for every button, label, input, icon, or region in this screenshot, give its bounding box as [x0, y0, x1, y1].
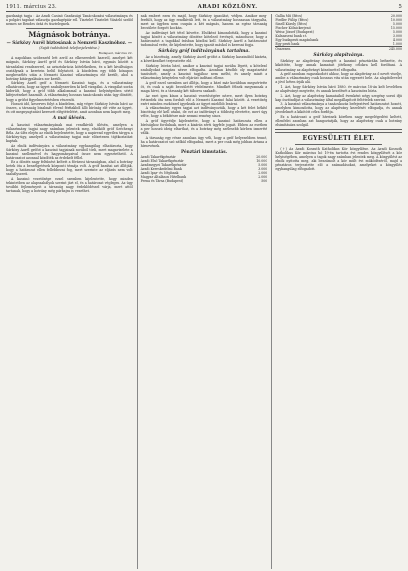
column-3 — [271, 14, 402, 569]
dateline: Budapest, március 22. — [98, 51, 133, 56]
ledger-label: Aradi Ipar- és Népbank — [140, 170, 179, 175]
ledger-amount: 3.000 — [392, 34, 403, 38]
article-paragraph: A gróf ezzel szemben azt állítja, hogy a báró már korábban megsértette őt, és csak a saját becsületét védelmezte. Mindkét félnek megvannak a maga hívei, és a társaság két táborra szakadt. — [140, 80, 268, 93]
ledger-label: Egy pesti bank — [275, 42, 300, 46]
subheadline: — Sárközy Aurél biztosának a Nemzeti Kaszinóhoz. — — [6, 40, 133, 46]
article-paragraph: A társaság egy része azonban úgy véli, hogy a gróf helyesebben tenné, ha a határozatot szó nélkül elfogadná, mert a per csak még jobban ártana a hírnevének. — [140, 135, 268, 148]
section-heading: Sárközy gróf indítványának tartalma. — [158, 48, 250, 54]
section-heading: Sárközy alapítványa. — [313, 53, 364, 58]
ledger-label: Aradi Első Takarékpénztár — [140, 158, 184, 163]
ledger-total-amount: 245.000 — [372, 47, 402, 52]
article-paragraph: nak embert ezen és majd, hogy Sárközy igazolást, védjen. Amikor meg-ferdült, hogy az ügy rendkívüli lett, és a választmány hosszasan tárgyalta, mert az ügyben nem csupán a két mágnás, hanem az egész társaság becsülete forgott kockán. — [140, 14, 268, 31]
ledger-label: Magyar Általános Hitelbank — [140, 174, 187, 179]
article-paragraph: 3. A kaszinó választmánya a tanácskozás befejeztével határozatot hozott, amelyben kimondotta, hogy az alapítvány kezelését elfogadja, és annak jövedelmét a kikötött célra fordítja. — [275, 102, 403, 115]
ledger-amount: 20.000 — [390, 14, 403, 18]
column-2 — [137, 14, 268, 569]
ledger-row — [141, 179, 268, 183]
ledger-amount: 2.000 — [258, 174, 268, 179]
ledger-total-row — [275, 47, 402, 52]
ledger-label: Kalnasseni bank r.t. — [275, 34, 308, 38]
ledger-label: Sinell Károly (Bécs) — [275, 22, 308, 26]
article-paragraph: Az elnök indítványára a választmány egyhangúlag elhatározta, hogy Sárközy Aurél grófot a kaszinó tagjainak sorából törli, mert magaviselete a kaszinó szellemével és hagyományaival össze nem egyeztethető. A határozatot azonnal közölték az érdekelt féllel. — [6, 143, 133, 160]
ledger-label: Gallia Mű (Bécs) — [275, 14, 303, 18]
article-paragraph: 2. Azt, hogy az alapítvány kamataiból évenként négy szegény sorsú ifjú kap ösztöndíjat a választmány által megállapított feltételek szerint. — [275, 93, 403, 102]
headline-magnasok: Mágnások botránya. — [28, 30, 111, 40]
reporter-note: (Saját tudósítónk telefonjelentése.) — [39, 46, 100, 51]
ledger-title: Pénztári kimutatás. — [180, 148, 228, 154]
divider — [275, 129, 402, 130]
article-paragraph: Sárközy az alapítvány összegét a kaszinó pénztárába befizette, és kikötötte, hogy annak kamatait jótékony célokra kell fordítani. A választmány az alapítványt köszönettel elfogadta. — [275, 59, 403, 72]
ledger-amount: 2.000 — [258, 170, 268, 175]
header-newspaper-name: ARADI KÖZLÖNY. — [197, 4, 258, 10]
column-1 — [6, 14, 133, 569]
divider — [295, 144, 382, 145]
article-paragraph: Hosszú idő, keserves folyt a küzdelem, míg végre Sárközy István báró az összes, a társaság bizalmát élvező férfiakból álló bíróság elé vitte az ügyet, és ott megnyugtatást keresett elégtételéért, amit azonban nem kapott meg. — [6, 102, 133, 115]
ledger-total-label: Összesen — [275, 47, 372, 52]
ledger-amount: 10.000 — [390, 18, 403, 22]
article-paragraph: A választmány egyes tagjai azt indítványozták, hogy a két felet békítő bizottság elé kell utalni, de ezt az indítványt a többség elvetette, mert úgy vélte, hogy a békítésre már semmi remény sincs. — [140, 106, 268, 119]
ledger-amount: 500 — [261, 178, 268, 183]
ledger-table — [141, 155, 268, 183]
ledger-amount: 20.000 — [256, 154, 268, 159]
article-paragraph: Az eset igen kínos a kaszinó vezetőségére nézve, mert ilyen botrány évtizedek óta nem fordult elő a Nemzeti Kaszinó falai között. A vezetőség ezért minden eszközzel igyekszik az ügyet mielőbb lezárni. — [140, 93, 268, 106]
article-paragraph: Sárközy István báró, amikor a kaszinó tagjai sorába lépett, a kötelező szabályokat magára nézve elfogadta. Azonban később oly magatartást tanúsított, amely a kaszinó tagjához nem méltó, és amely miatt a választmány kénytelen volt eljárást indítani ellene. — [140, 64, 268, 81]
ledger-amount: 5.000 — [392, 22, 403, 26]
columns — [6, 14, 402, 569]
article-paragraph: Az indítványt két tétel követte. Elsőként kimondották, hogy a kaszinó tagjai között a választmány döntése kötelező érvényű, másodszor, hogy a határozatot a tagokkal írásban közölni kell. Sárközy Aurél a határozatot tudomásul vette, de kijelentette, hogy igazát máshol is keresni fogja. — [140, 30, 268, 47]
header-date: 1911. március 23. — [6, 4, 57, 10]
ledger-label: Aradi Kereskedelmi Bank — [140, 166, 182, 171]
ledger-amount: 15.000 — [390, 26, 403, 30]
ledger-label: Aradi Takarékpénztár — [140, 154, 176, 159]
article-paragraph: A kaszinó választmányának mai rendkívüli ülésén, amelyen a választmány tagjai nagy számban jelentek meg, elnökölt gróf Széchenyi Béla. Az ülés elején az elnök bejelentette, hogy a napirend egyetlen tárgya a Sárközy-ügy, amelyről a választmány tagjai már előzetesen tájékoztatást kaptak. — [6, 122, 133, 143]
intro-paragraph: gazdasági tagja : Az Aradi Casinó Gazdasági Tanácskozási választmánya és a polgári tagokat választja gazdagépiár ról. Tisztelet Tisztelet Vásárló szelíd nemes ne Rendes óráá és tisztelegnek. — [6, 14, 133, 27]
article-paragraph: A gróf ügyvédje kijelentette, hogy a kaszinó határozata ellen a bírósághoz fordulnak, mert a kizárás sérti ügyfele jogait. Ebben az esetben a per hosszú ideig eltarthat, és a botrány még szélesebb körben ismertté válik. — [140, 119, 268, 136]
article-paragraph: Ez a határozat a gróf híveinek körében nagy megelégedést keltett, ellenfelei azonban azt hangoztatják, hogy az alapítvány csak a botrány elsimítására szolgál. — [275, 114, 403, 128]
divider — [26, 28, 113, 29]
article-paragraph: A napokban szóbeszéd lett arról az elkeseredett harcról, amelyet két mágnás, Sárközy Aurél gróf és Sárközy István báró, egymás között a társadalmi rendszerrel, az arisztokrácia kötelékeiben, és a két kiváltságos osztálynak a keretein belül folytatott. A küzdelem egy több hónapos megbeszélés után a Nemzeti Kaszinó választmánya elé került, ahol a botrány kitárgyalására sor került. — [6, 56, 133, 81]
section-heading: A mai ülésén. — [52, 116, 86, 122]
article-paragraph: A kaszinó vezetősége ezzel szemben kijelentette, hogy minden tekintetben az alapszabályok szerint járt el, és a határozat végleges. Az ügy további fejleményeit a társaság nagy érdeklődéssel várja, mert attól tartanak, hogy a botrány még párbajra is vezethet. — [6, 177, 133, 194]
ledger-label: Perna és Társa (Budapest) — [140, 178, 184, 183]
article-paragraph: Az a bizottság, amely Sárközy Aurél grófot a Sárközy kaszinóból kizárta, a következőket terjesztette elő. — [140, 55, 268, 64]
ledger-label: Fischer Kölnickerjenó — [275, 26, 311, 30]
article-paragraph: (†) Az Aradi Kossuth Katholikus Kör közgyűlése. Az Aradi Kossuth Katholikus Kör március hó 19-én tartotta évi rendes közgyűlését a kör helyiségében, amelyen a tagok nagy számban jelentek meg. A közgyűlést az elnök nyitotta meg, aki beszámolt a kör múlt évi működéséről, majd a pénztáros terjesztette elő a számadásokat, amelyeket a közgyűlés egyhangúlag elfogadott. — [275, 147, 403, 172]
ledger-amount: 5.000 — [392, 30, 403, 34]
ledger-label: Egy budapesti magánbank — [275, 38, 319, 42]
article-paragraph: 1. Azt, hogy Sárközy István báró 1880. év március 18-án kelt levelében az alapítványt megtette, és annak kezelését a kaszinóra bízta. — [275, 84, 403, 93]
headline-egyesuleti-elet: EGYESÜLETI ÉLET. — [302, 135, 375, 143]
ledger-amount: 4.000 — [392, 38, 403, 42]
ledger-label: Aradmegyei Takarékpénztár — [140, 162, 187, 167]
ledger-table — [275, 14, 402, 51]
page-header — [6, 4, 402, 12]
ledger-label: Fiedler Fülöp (Bécs) — [275, 18, 309, 22]
article-paragraph: A gróf azonban ragaszkodott ahhoz, hogy az alapítvány az ő nevét viselje, amibe a választmány csak hosszas vita után egyezett bele. Az alapítólevelet a jövő héten írják alá. — [275, 72, 403, 85]
ledger-amount: 5.000 — [258, 162, 268, 167]
divider — [275, 132, 402, 133]
ledger-amount: 1.000 — [392, 42, 403, 46]
ledger-amount: 10.000 — [256, 158, 268, 163]
article-paragraph: Sárközy Aurél gróf a Nemzeti Kaszinó tagja, és a választmány elhatározta, hogy az ügyet szabályszerűen ki kell vizsgálni. A vizsgálat során kiderült, hogy a gróf több alkalommal a kaszinó helyiségeiben sértő kifejezéseket használt. A választmány hosszas tanácskozás után úgy döntött, hogy a grófot figyelmeztetésben részesíti. — [6, 81, 133, 102]
ledger-label: Weisz József (Budapest) — [275, 30, 314, 34]
article-paragraph: Ez a döntés nagy feltűnést keltett a fővárosi társaságban, ahol a botrány hetek óta a beszélgetések központi témája volt. A gróf barátai azt állítják, hogy a határozat ellen fellebbezni fog, mert szerinte az eljárás nem volt szabályszerű. — [6, 160, 133, 177]
header-page-number: 5 — [398, 4, 402, 10]
ledger-amount: 3.000 — [258, 166, 268, 171]
